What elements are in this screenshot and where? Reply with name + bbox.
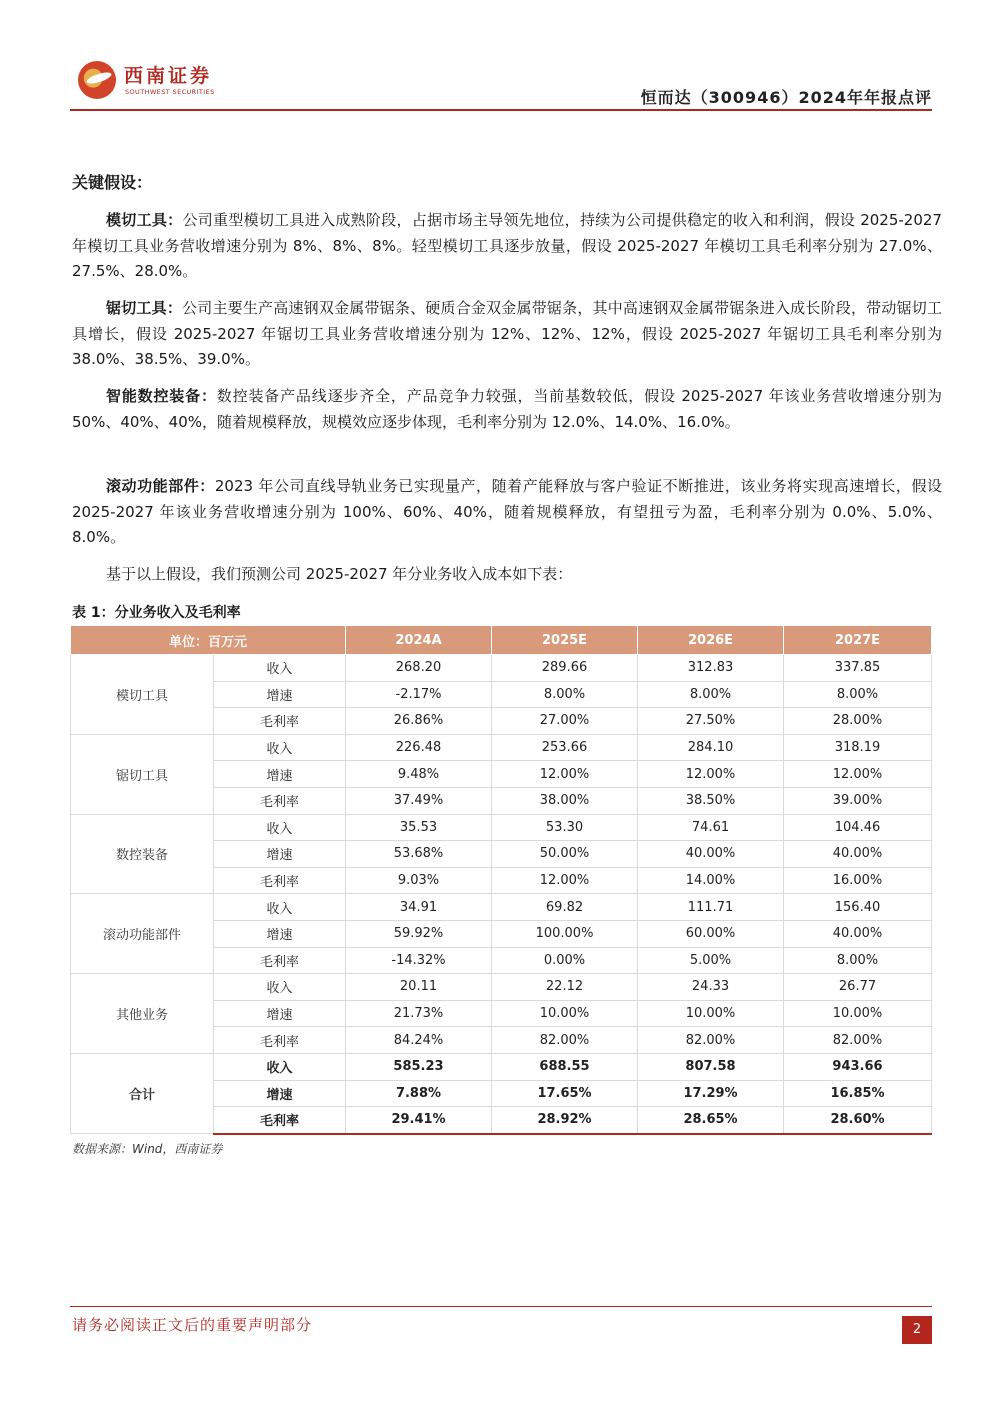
value-cell: 8.00% <box>638 681 784 708</box>
table-row <box>71 1053 932 1080</box>
metric-cell: 毛利率 <box>214 708 346 735</box>
value-cell: 9.48% <box>346 761 492 788</box>
table-row <box>71 814 932 841</box>
value-cell: 312.83 <box>638 655 784 682</box>
footer-divider <box>70 1306 932 1307</box>
paragraph-text: 公司重型模切工具进入成熟阶段，占据市场主导领先地位，持续为公司提供稳定的收入和利润，假设 2025-2027 年模切工具业务营收增速分别为 8%、8%、8%。轻型模切工具逐步放量，假设 2025-2027 年模切工具毛利率分别为 27.0%、27.5%、28.0%。 <box>72 211 942 280</box>
value-cell: 8.00% <box>492 681 638 708</box>
value-cell: 34.91 <box>346 894 492 921</box>
value-cell: 38.00% <box>492 787 638 814</box>
value-cell: 7.88% <box>346 1080 492 1107</box>
metric-cell: 毛利率 <box>214 1107 346 1134</box>
value-cell: 8.00% <box>784 681 932 708</box>
column-header: 2025E <box>492 626 638 655</box>
paragraph-lead: 滚动功能部件： <box>106 477 215 495</box>
segment-revenue-table <box>70 625 932 1135</box>
value-cell: 337.85 <box>784 655 932 682</box>
metric-cell: 毛利率 <box>214 1027 346 1054</box>
value-cell: 29.41% <box>346 1107 492 1134</box>
value-cell: 807.58 <box>638 1053 784 1080</box>
value-cell: 16.00% <box>784 867 932 894</box>
value-cell: 8.00% <box>784 947 932 974</box>
value-cell: 39.00% <box>784 787 932 814</box>
segment-name-cell: 数控装备 <box>71 814 214 894</box>
metric-cell: 收入 <box>214 894 346 921</box>
paragraph-lead: 锯切工具： <box>106 299 183 317</box>
table-header-row <box>71 626 932 655</box>
metric-cell: 增速 <box>214 761 346 788</box>
value-cell: 10.00% <box>492 1000 638 1027</box>
logo-en-text: SOUTHWEST SECURITIES <box>125 88 215 96</box>
logo-mark-icon <box>78 61 116 99</box>
value-cell: 38.50% <box>638 787 784 814</box>
value-cell: 40.00% <box>784 920 932 947</box>
value-cell: 37.49% <box>346 787 492 814</box>
value-cell: 40.00% <box>784 841 932 868</box>
value-cell: 226.48 <box>346 734 492 761</box>
metric-cell: 毛利率 <box>214 947 346 974</box>
value-cell: 27.00% <box>492 708 638 735</box>
paragraph-rolling-parts <box>72 474 942 551</box>
value-cell: 12.00% <box>638 761 784 788</box>
value-cell: 12.00% <box>492 761 638 788</box>
value-cell: 10.00% <box>784 1000 932 1027</box>
value-cell: 0.00% <box>492 947 638 974</box>
value-cell: 318.19 <box>784 734 932 761</box>
value-cell: 5.00% <box>638 947 784 974</box>
value-cell: 28.65% <box>638 1107 784 1134</box>
page-header <box>70 55 932 111</box>
table-row <box>71 894 932 921</box>
value-cell: 26.86% <box>346 708 492 735</box>
metric-cell: 收入 <box>214 1053 346 1080</box>
table-row <box>71 734 932 761</box>
metric-cell: 增速 <box>214 1000 346 1027</box>
metric-cell: 毛利率 <box>214 787 346 814</box>
column-header: 2026E <box>638 626 784 655</box>
metric-cell: 收入 <box>214 814 346 841</box>
value-cell: 10.00% <box>638 1000 784 1027</box>
report-title: 恒而达（300946）2024年年报点评 <box>640 88 932 107</box>
paragraph-text: 数控装备产品线逐步齐全，产品竞争力较强，当前基数较低，假设 2025-2027 年该业务营收增速分别为 50%、40%、40%，随着规模释放，规模效应逐步体现，毛利率分别为 12.0%、14.0%、16.0%。 <box>72 387 942 431</box>
paragraph-text: 2023 年公司直线导轨业务已实现量产，随着产能释放与客户验证不断推进，该业务将实现高速增长，假设 2025-2027 年该业务营收增速分别为 100%、60%、40%，随着规模释放，有望扭亏为盈，毛利率分别为 0.0%、5.0%、8.0%。 <box>72 477 942 546</box>
value-cell: 9.03% <box>346 867 492 894</box>
value-cell: 284.10 <box>638 734 784 761</box>
value-cell: 100.00% <box>492 920 638 947</box>
paragraph-text: 基于以上假设，我们预测公司 2025-2027 年分业务收入成本如下表： <box>106 565 573 583</box>
value-cell: 40.00% <box>638 841 784 868</box>
table-body <box>71 655 932 1134</box>
value-cell: 82.00% <box>638 1027 784 1054</box>
value-cell: 12.00% <box>784 761 932 788</box>
value-cell: 17.65% <box>492 1080 638 1107</box>
value-cell: 28.92% <box>492 1107 638 1134</box>
value-cell: -14.32% <box>346 947 492 974</box>
value-cell: 111.71 <box>638 894 784 921</box>
table-row <box>71 655 932 682</box>
value-cell: 59.92% <box>346 920 492 947</box>
value-cell: 53.68% <box>346 841 492 868</box>
paragraph-lead: 智能数控装备： <box>106 387 217 405</box>
section-heading: 关键假设： <box>72 173 153 192</box>
logo-cn-text: 西南证券 <box>124 65 213 87</box>
metric-cell: 增速 <box>214 920 346 947</box>
value-cell: 16.85% <box>784 1080 932 1107</box>
metric-cell: 收入 <box>214 655 346 682</box>
value-cell: 28.60% <box>784 1107 932 1134</box>
header-divider <box>70 109 932 111</box>
segment-name-cell: 模切工具 <box>71 655 214 735</box>
metric-cell: 增速 <box>214 1080 346 1107</box>
value-cell: 53.30 <box>492 814 638 841</box>
value-cell: 27.50% <box>638 708 784 735</box>
value-cell: 50.00% <box>492 841 638 868</box>
value-cell: 943.66 <box>784 1053 932 1080</box>
value-cell: -2.17% <box>346 681 492 708</box>
value-cell: 17.29% <box>638 1080 784 1107</box>
table-title: 表 1：分业务收入及毛利率 <box>72 605 241 621</box>
value-cell: 69.82 <box>492 894 638 921</box>
segment-name-cell: 滚动功能部件 <box>71 894 214 974</box>
segment-name-cell: 其他业务 <box>71 974 214 1054</box>
value-cell: 289.66 <box>492 655 638 682</box>
metric-cell: 毛利率 <box>214 867 346 894</box>
unit-header: 单位：百万元 <box>71 626 346 655</box>
value-cell: 24.33 <box>638 974 784 1001</box>
value-cell: 28.00% <box>784 708 932 735</box>
company-logo <box>78 59 278 103</box>
value-cell: 585.23 <box>346 1053 492 1080</box>
paragraph-lead: 模切工具： <box>106 211 183 229</box>
value-cell: 82.00% <box>784 1027 932 1054</box>
column-header: 2027E <box>784 626 932 655</box>
value-cell: 268.20 <box>346 655 492 682</box>
paragraph-die-cutting <box>72 208 942 285</box>
metric-cell: 增速 <box>214 681 346 708</box>
value-cell: 20.11 <box>346 974 492 1001</box>
value-cell: 60.00% <box>638 920 784 947</box>
value-cell: 688.55 <box>492 1053 638 1080</box>
segment-name-cell: 合计 <box>71 1053 214 1133</box>
paragraph-cnc-equipment <box>72 384 942 435</box>
value-cell: 253.66 <box>492 734 638 761</box>
paragraph-sawing <box>72 296 942 373</box>
value-cell: 35.53 <box>346 814 492 841</box>
footer-disclaimer: 请务必阅读正文后的重要声明部分 <box>72 1316 313 1334</box>
column-header: 2024A <box>346 626 492 655</box>
value-cell: 22.12 <box>492 974 638 1001</box>
value-cell: 82.00% <box>492 1027 638 1054</box>
value-cell: 156.40 <box>784 894 932 921</box>
segment-name-cell: 锯切工具 <box>71 734 214 814</box>
paragraph-text: 公司主要生产高速钢双金属带锯条、硬质合金双金属带锯条，其中高速钢双金属带锯条进入成长阶段，带动锯切工具增长，假设 2025-2027 年锯切工具业务营收增速分别为 12%、12%、12%，假设 2025-2027 年锯切工具毛利率分别为 38.0%、38.5%、39.0%。 <box>72 299 942 368</box>
paragraph-summary <box>72 562 942 588</box>
value-cell: 12.00% <box>492 867 638 894</box>
metric-cell: 增速 <box>214 841 346 868</box>
value-cell: 104.46 <box>784 814 932 841</box>
value-cell: 74.61 <box>638 814 784 841</box>
value-cell: 14.00% <box>638 867 784 894</box>
metric-cell: 收入 <box>214 974 346 1001</box>
value-cell: 21.73% <box>346 1000 492 1027</box>
page-number: 2 <box>902 1316 932 1344</box>
table-source: 数据来源：Wind，西南证券 <box>72 1142 223 1156</box>
metric-cell: 收入 <box>214 734 346 761</box>
value-cell: 84.24% <box>346 1027 492 1054</box>
table-row <box>71 974 932 1001</box>
value-cell: 26.77 <box>784 974 932 1001</box>
